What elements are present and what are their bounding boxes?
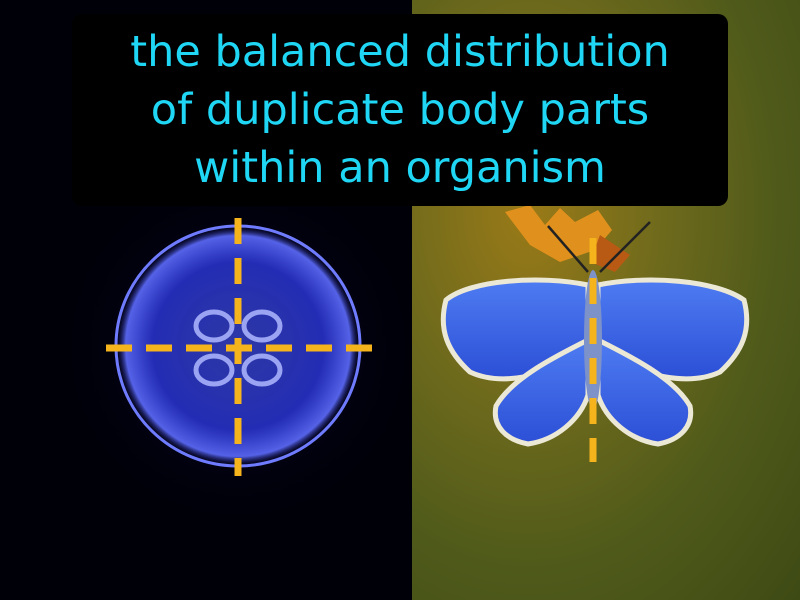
caption-line-3: within an organism xyxy=(194,143,606,193)
caption-line-1: the balanced distribution xyxy=(130,27,670,77)
caption-line-2: of duplicate body parts xyxy=(150,85,650,135)
definition-caption xyxy=(72,14,728,206)
